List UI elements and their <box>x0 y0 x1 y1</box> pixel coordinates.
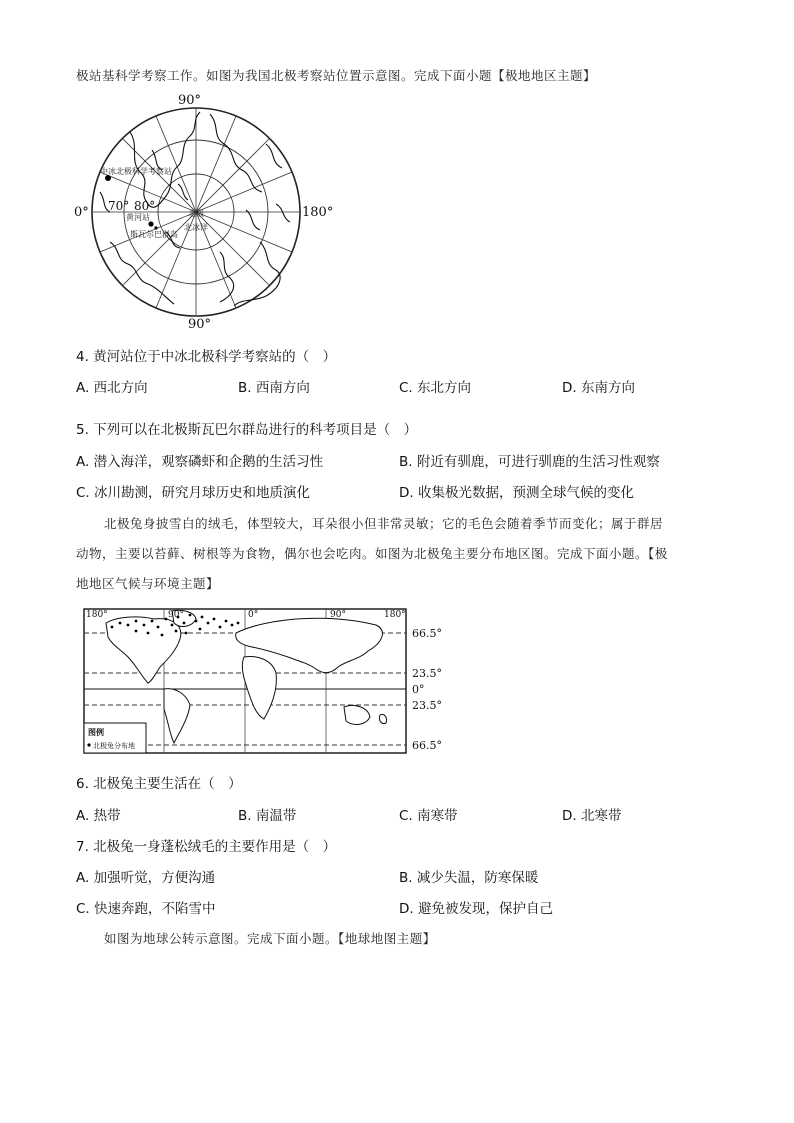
q6-option-a[interactable]: A. 热带 <box>76 808 121 824</box>
q7-option-a[interactable]: A. 加强听觉，方便沟通 <box>76 870 216 886</box>
q5-option-b[interactable]: B. 附近有驯鹿，可进行驯鹿的生活习性观察 <box>399 454 660 470</box>
top-label-90-b: 90° <box>330 610 346 620</box>
new-zealand <box>379 714 386 723</box>
label-svalbard: 斯瓦尔巴群岛 <box>130 230 178 239</box>
intro-hare-line3: 地地区气候与环境主题】 <box>76 576 220 591</box>
label-north-pole: 北极 <box>188 209 204 218</box>
q4-option-c[interactable]: C. 东北方向 <box>399 380 472 396</box>
lat-label-0: 0° <box>412 683 425 696</box>
q7-option-d[interactable]: D. 避免被发现，保护自己 <box>399 901 553 917</box>
q7-option-b[interactable]: B. 减少失温，防寒保暖 <box>399 870 539 886</box>
q4-option-a[interactable]: A. 西北方向 <box>76 380 148 396</box>
q4-stem: 4. 黄河站位于中冰北极科学考察站的（ ） <box>76 349 337 365</box>
label-70: 70° <box>108 199 130 213</box>
label-china-iceland-station: 中冰北极科学考察站 <box>100 167 172 176</box>
label-top-90: 90° <box>178 93 202 108</box>
top-label-0: 0° <box>248 610 259 620</box>
lat-label-23-5n: 23.5° <box>412 667 442 680</box>
top-label-90-a: 90° <box>168 610 184 620</box>
q5-option-a[interactable]: A. 潜入海洋，观察磷虾和企鹅的生活习性 <box>76 454 324 470</box>
legend-item: 北极兔分布地 <box>93 742 135 750</box>
q5-option-c[interactable]: C. 冰川勘测，研究月球历史和地质演化 <box>76 485 311 501</box>
q5-stem: 5. 下列可以在北极斯瓦巴尔群岛进行的科考项目是（ ） <box>76 422 418 438</box>
q4-option-d[interactable]: D. 东南方向 <box>562 380 635 396</box>
legend-title: 图例 <box>88 727 104 737</box>
polar-map <box>70 92 340 332</box>
lat-label-23-5s: 23.5° <box>412 699 442 712</box>
q6-stem: 6. 北极兔主要生活在（ ） <box>76 776 242 792</box>
label-arctic-ocean: 北冰洋 <box>184 223 208 232</box>
q6-option-b[interactable]: B. 南温带 <box>238 808 297 824</box>
q5-option-d[interactable]: D. 收集极光数据，预测全球气候的变化 <box>399 485 634 501</box>
q7-option-c[interactable]: C. 快速奔跑，不陷雪中 <box>76 901 216 917</box>
top-label-180-right: 180° <box>384 610 406 620</box>
huanghe-station-dot <box>148 221 153 226</box>
intro-polar: 极站基科学考察工作。如图为我国北极考察站位置示意图。完成下面小题【极地地区主题】 <box>76 68 597 83</box>
q4-option-b[interactable]: B. 西南方向 <box>238 380 310 396</box>
q7-stem: 7. 北极兔一身蓬松绒毛的主要作用是（ ） <box>76 839 337 855</box>
intro-hare-line2: 动物，主要以苔藓、树根等为食物，偶尔也会吃肉。如图为北极兔主要分布地区图。完成下面小题。【极 <box>76 546 668 561</box>
intro-orbit: 如图为地球公转示意图。完成下面小题。【地球地图主题】 <box>104 931 436 946</box>
label-80: 80° <box>134 199 156 213</box>
top-label-180-left: 180° <box>86 610 108 620</box>
label-bottom-90: 90° <box>188 317 212 332</box>
intro-hare-line1: 北极兔身披雪白的绒毛，体型较大，耳朵很小但非常灵敏；它的毛色会随着季节而变化；属于群居 <box>104 516 664 531</box>
label-left-0: 0° <box>74 205 89 220</box>
world-map-svg <box>76 603 468 759</box>
lat-label-66-5n: 66.5° <box>412 627 442 640</box>
label-huanghe-station: 黄河站 <box>126 213 150 222</box>
lat-label-66-5s: 66.5° <box>412 739 442 752</box>
label-right-180: 180° <box>302 205 334 220</box>
world-map <box>76 603 468 759</box>
q6-option-c[interactable]: C. 南寒带 <box>399 808 458 824</box>
legend-dot <box>87 743 90 746</box>
polar-map-svg <box>70 92 340 332</box>
q6-option-d[interactable]: D. 北寒带 <box>562 808 622 824</box>
